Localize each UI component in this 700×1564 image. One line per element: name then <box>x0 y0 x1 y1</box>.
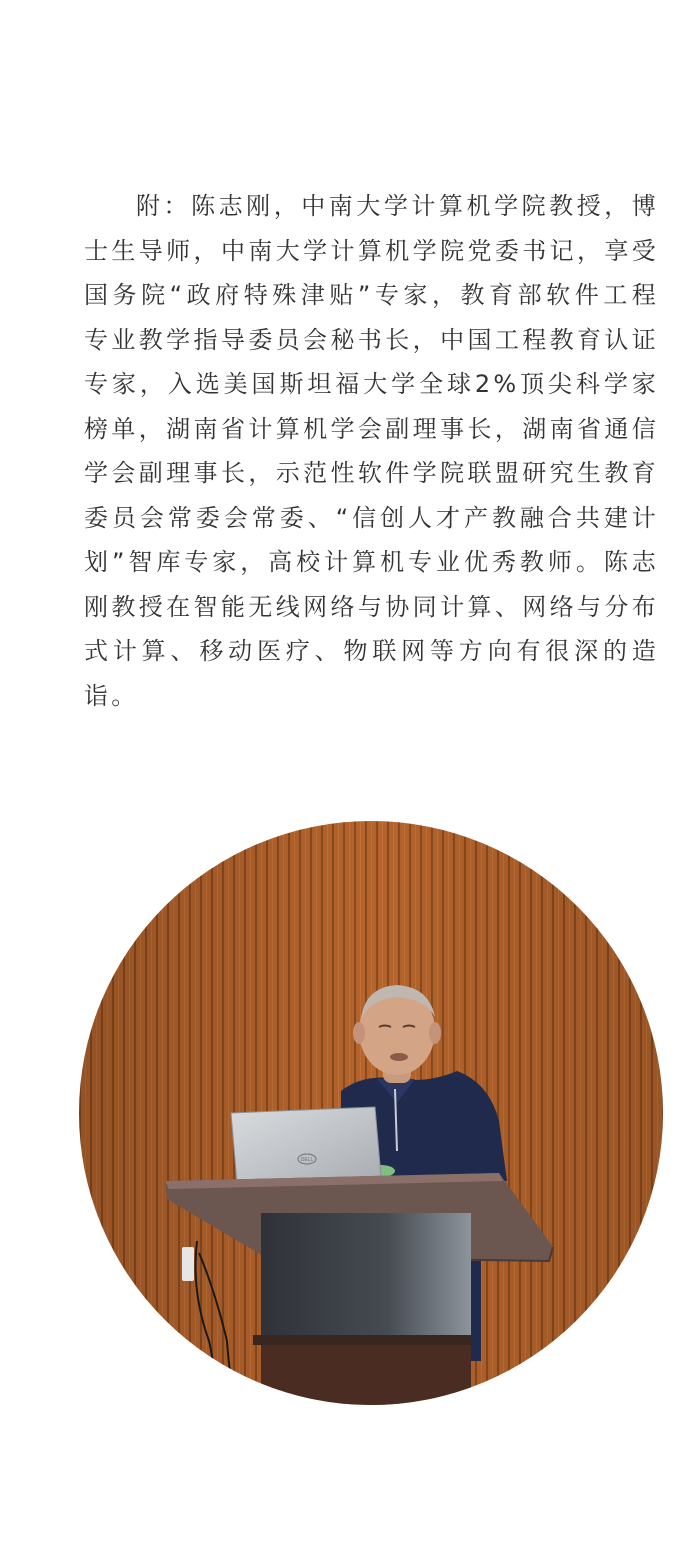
laptop-brand-label: DELL <box>300 1157 314 1163</box>
podium-body <box>261 1213 471 1353</box>
power-adapter <box>182 1247 194 1281</box>
bio-paragraph: 附：陈志刚，中南大学计算机学院教授，博士生导师，中南大学计算机学院党委书记，享受国务院“政府特殊津贴”专家，教育部软件工程专业教学指导委员会秘书长，中国工程教育认证专家，入选美国斯坦福大学全球2%顶尖科学家榜单，湖南省计算机学会副理事长，湖南省通信学会副理事长，示范性软件学院联盟研究生教育委员会常委会常委、“信创人才产教融合共建计划”智库专家，高校计算机专业优秀教师。陈志刚教授在智能无线网络与协同计算、网络与分布式计算、移动医疗、物联网等方向有很深的造诣。 <box>84 192 659 710</box>
laptop <box>231 1107 381 1183</box>
speaker-photo <box>79 821 663 1405</box>
speaker-photo-illustration <box>79 821 663 1405</box>
